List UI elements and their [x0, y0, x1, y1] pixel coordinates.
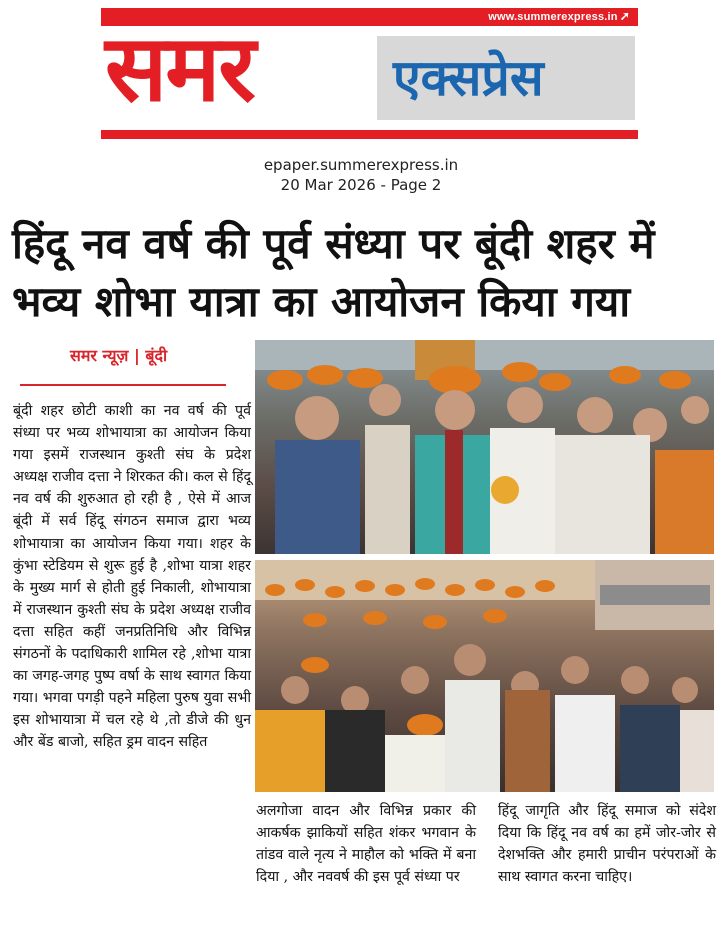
masthead-bottom-bar [101, 130, 638, 139]
article-byline: समर न्यूज़ | बूंदी [70, 346, 168, 365]
edition-date: 20 Mar 2026 - Page 2 [280, 176, 442, 194]
masthead-title-main: समर [105, 15, 254, 122]
article-headline [12, 215, 712, 331]
headline-line-1: हिंदू नव वर्ष की पूर्व संध्या पर बूंदी शहर में [12, 219, 655, 268]
masthead [101, 8, 638, 139]
byline-divider [20, 384, 226, 386]
photo-procession-crowd [255, 560, 714, 792]
article-column-3: हिंदू जागृति और हिंदू समाज को संदेश दिया कि हिंदू नव वर्ष का हमें जोर-जोर से देशभक्ति और हमारी प्राचीन परंपराओं के साथ स्वागत करना चाहिए। [498, 803, 716, 886]
edition-url[interactable]: epaper.summerexpress.in [263, 156, 459, 174]
article-column-1: बूंदी शहर छोटी काशी का नव वर्ष की पूर्व संध्या पर भव्य शोभायात्रा का आयोजन किया गया इसमें राजस्थान कुश्ती संघ के प्रदेश अध्यक्ष राजीव दत्ता ने शिरकत की। कल से हिंदू नव वर्ष की शुरुआत हो रही है , ऐसे में आज बूंदी में सर्व हिंदू संगठन समाज द्वारा भव्य शोभायात्रा का आयोजन किया गया। शहर के कुंभा स्टेडियम से शुरू हुई है ,शोभा यात्रा शहर के मुख्य मार्ग से होती हुई निकाली, शोभायात्रा में राजस्थान कुश्ती संघ के प्रदेश अध्यक्ष राजीव दत्ता सहित कहीं जनप्रतिनिधि और विभिन्न संगठनों के पदाधिकारी शामिल रहे ,शोभा यात्रा का जगह-जगह पुष्प वर्षा के साथ स्वागत किया गया। भगवा पगड़ी पहने महिला पुरुष युवा सभी इस शोभायात्रा में चल रहे थे ,तो डीजे की धुन और बेंड बाजो, सहित ड्रम वादन सहित [13, 403, 252, 751]
photo-procession-leaders [255, 340, 714, 554]
masthead-url-text[interactable]: www.summerexpress.in [488, 11, 618, 23]
masthead-title-sub: एक्सप्रेस [393, 49, 544, 107]
masthead-url[interactable] [488, 9, 630, 23]
article-column-2: अलगोजा वादन और विभिन्न प्रकार की आकर्षक झाकियों सहित शंकर भगवान के तांडव वाले नृत्य ने माहौल को भक्ति में बना दिया , और नववर्ष की इस पूर्व संध्या पर [256, 803, 476, 886]
arrow-icon: ➚ [619, 9, 630, 23]
headline-line-2: भव्य शोभा यात्रा का आयोजन किया गया [12, 277, 631, 326]
